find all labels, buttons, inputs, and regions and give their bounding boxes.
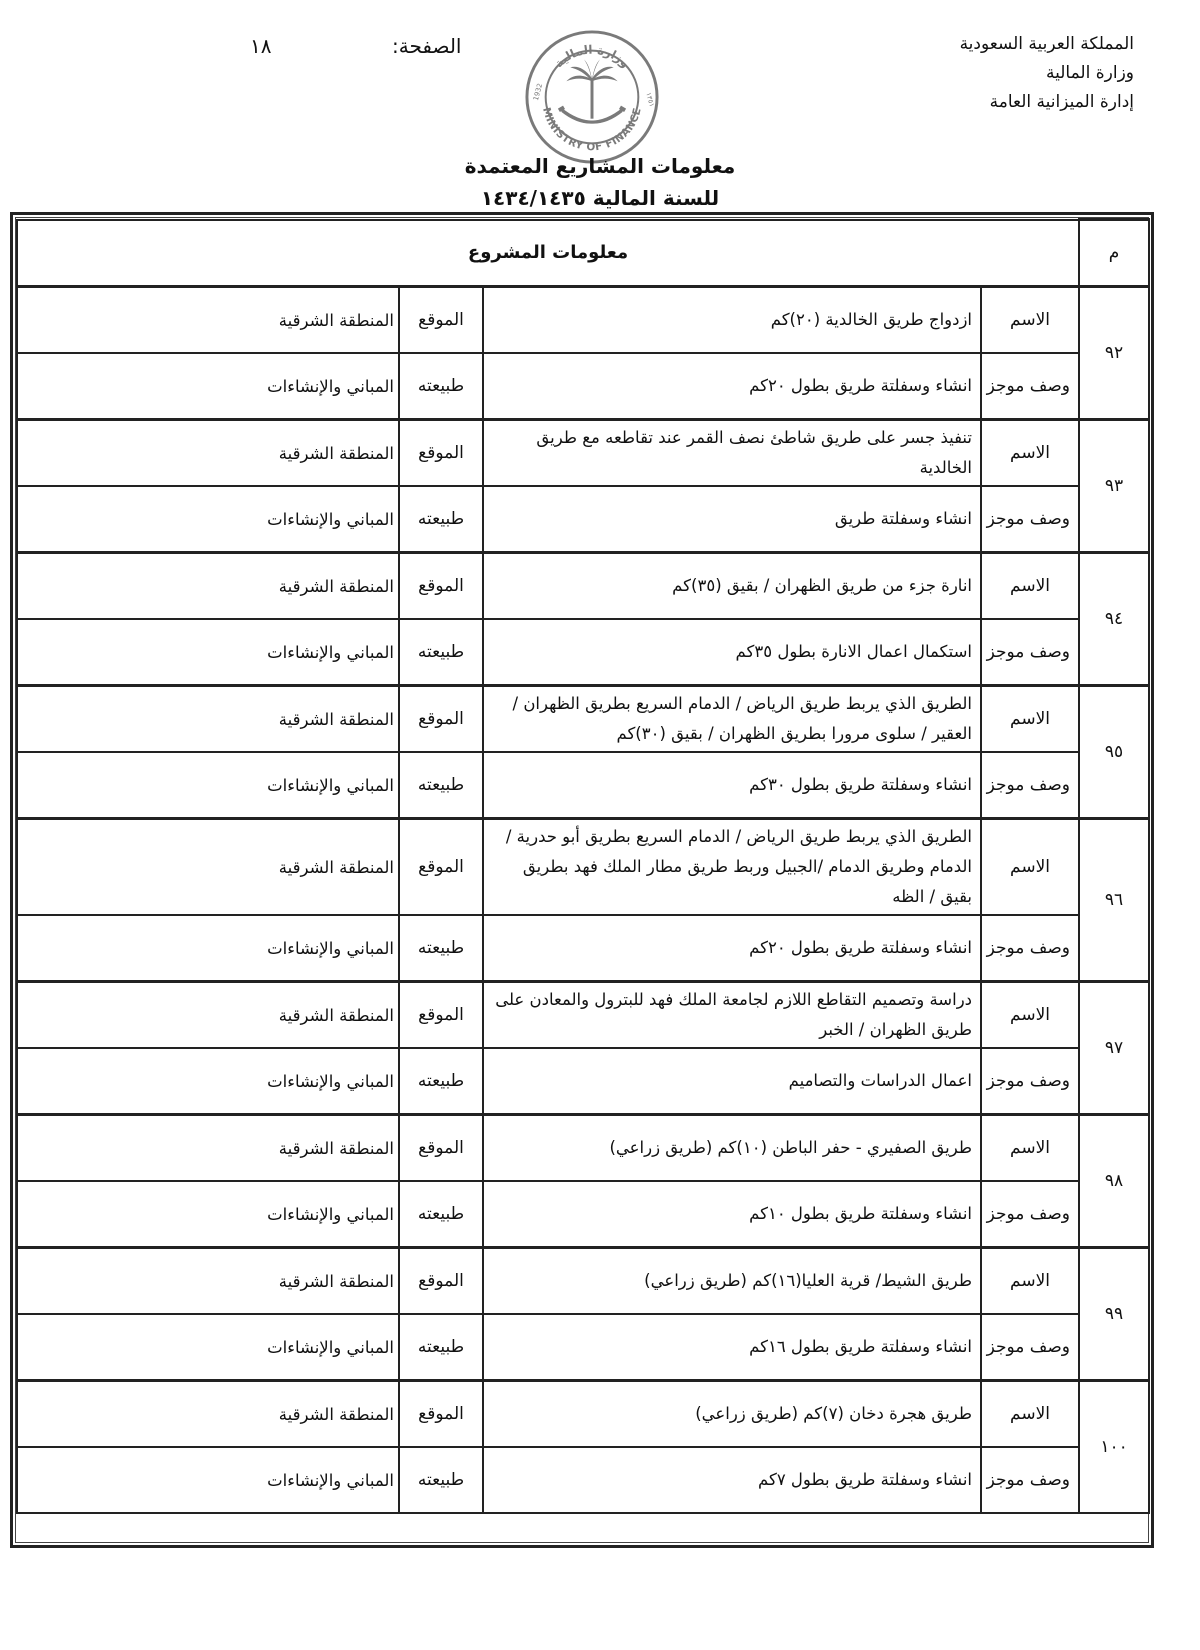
project-name: ازدواج طريق الخالدية (٢٠)كم [483,287,981,354]
nature-label: طبيعته [399,619,483,686]
project-row [17,1115,1149,1182]
project-nature: المباني والإنشاءات [17,1048,399,1115]
project-number: ٩٢ [1079,287,1149,420]
project-location: المنطقة الشرقية [17,686,399,753]
project-name: انارة جزء من طريق الظهران / بقيق (٣٥)كم [483,553,981,620]
project-row [17,420,1149,487]
ministry-seal-icon [523,28,661,166]
project-number: ١٠٠ [1079,1381,1149,1514]
project-number: ٩٤ [1079,553,1149,686]
nature-label: طبيعته [399,486,483,553]
project-description: انشاء وسفلتة طريق بطول ٣٠كم [483,752,981,819]
project-nature: المباني والإنشاءات [17,1447,399,1513]
location-label: الموقع [399,420,483,487]
nature-label: طبيعته [399,1314,483,1381]
project-row [17,553,1149,620]
description-label: وصف موجز [981,915,1079,982]
location-label: الموقع [399,1248,483,1315]
project-number: ٩٣ [1079,420,1149,553]
project-description: انشاء وسفلتة طريق بطول ١٠كم [483,1181,981,1248]
name-label: الاسم [981,420,1079,487]
projects-table [16,218,1150,1514]
project-detail-row [17,619,1149,686]
project-nature: المباني والإنشاءات [17,915,399,982]
project-location: المنطقة الشرقية [17,287,399,354]
project-nature: المباني والإنشاءات [17,1314,399,1381]
column-header-number: م [1079,220,1149,287]
name-label: الاسم [981,287,1079,354]
project-nature: المباني والإنشاءات [17,1181,399,1248]
project-name: طريق الصفيري - حفر الباطن (١٠)كم (طريق زراعي) [483,1115,981,1182]
description-label: وصف موجز [981,1048,1079,1115]
project-number: ٩٧ [1079,982,1149,1115]
location-label: الموقع [399,553,483,620]
issuer-country: المملكة العربية السعودية [959,34,1134,54]
project-name: طريق الشيط/ قرية العليا(١٦)كم (طريق زراعي) [483,1248,981,1315]
project-detail-row [17,486,1149,553]
project-nature: المباني والإنشاءات [17,486,399,553]
project-description: استكمال اعمال الانارة بطول ٣٥كم [483,619,981,686]
project-row [17,819,1149,916]
seal-year-left: 1932 [531,82,545,102]
page-number: ١٨ [250,34,272,58]
project-location: المنطقة الشرقية [17,553,399,620]
document-title: معلومات المشاريع المعتمدة [464,154,736,178]
issuer-department: إدارة الميزانية العامة [989,92,1134,112]
column-header-project-info: معلومات المشروع [17,220,1079,287]
project-name: الطريق الذي يربط طريق الرياض / الدمام السريع بطريق الظهران / العقير / سلوى مرورا بطريق الظهران / بقيق (٣٠)كم [483,686,981,753]
project-location: المنطقة الشرقية [17,1381,399,1448]
svg-text:وزارة المالية [552,43,632,71]
palm-and-swords-emblem-icon [558,60,626,123]
nature-label: طبيعته [399,915,483,982]
project-detail-row [17,752,1149,819]
project-row [17,686,1149,753]
project-detail-row [17,1447,1149,1513]
project-number: ٩٨ [1079,1115,1149,1248]
project-nature: المباني والإنشاءات [17,752,399,819]
project-detail-row [17,353,1149,420]
project-description: انشاء وسفلتة طريق [483,486,981,553]
location-label: الموقع [399,982,483,1049]
project-detail-row [17,1181,1149,1248]
nature-label: طبيعته [399,752,483,819]
project-location: المنطقة الشرقية [17,1115,399,1182]
project-detail-row [17,915,1149,982]
description-label: وصف موجز [981,619,1079,686]
nature-label: طبيعته [399,1048,483,1115]
location-label: الموقع [399,819,483,916]
seal-english-text: MINISTRY OF FINANCE [540,106,644,154]
project-location: المنطقة الشرقية [17,1248,399,1315]
name-label: الاسم [981,819,1079,916]
project-name: تنفيذ جسر على طريق شاطئ نصف القمر عند تقاطعه مع طريق الخالدية [483,420,981,487]
name-label: الاسم [981,1115,1079,1182]
project-name: الطريق الذي يربط طريق الرياض / الدمام السريع بطريق أبو حدرية / الدمام وطريق الدمام /الجبيل وربط طريق مطار الملك فهد بطريق بقيق / الظه [483,819,981,916]
project-description: انشاء وسفلتة طريق بطول ٢٠كم [483,353,981,420]
name-label: الاسم [981,1381,1079,1448]
location-label: الموقع [399,686,483,753]
project-name: دراسة وتصميم التقاطع اللازم لجامعة الملك فهد للبترول والمعادن على طريق الظهران / الخبر [483,982,981,1049]
project-location: المنطقة الشرقية [17,420,399,487]
project-name: طريق هجرة دخان (٧)كم (طريق زراعي) [483,1381,981,1448]
project-location: المنطقة الشرقية [17,982,399,1049]
document-subtitle: للسنة المالية ١٤٣٤/١٤٣٥ [480,186,720,210]
description-label: وصف موجز [981,486,1079,553]
description-label: وصف موجز [981,1314,1079,1381]
location-label: الموقع [399,287,483,354]
project-detail-row [17,1048,1149,1115]
project-description: انشاء وسفلتة طريق بطول ١٦كم [483,1314,981,1381]
project-number: ٩٥ [1079,686,1149,819]
issuer-block [834,30,1134,117]
project-row [17,287,1149,354]
name-label: الاسم [981,982,1079,1049]
description-label: وصف موجز [981,1181,1079,1248]
issuer-ministry: وزارة المالية [1046,63,1134,83]
description-label: وصف موجز [981,752,1079,819]
project-location: المنطقة الشرقية [17,819,399,916]
seal-year-right: ١٣٥١ [644,91,656,108]
project-number: ٩٩ [1079,1248,1149,1381]
project-description: انشاء وسفلتة طريق بطول ٧كم [483,1447,981,1513]
project-row [17,1248,1149,1315]
name-label: الاسم [981,1248,1079,1315]
project-row [17,982,1149,1049]
project-nature: المباني والإنشاءات [17,353,399,420]
project-description: اعمال الدراسات والتصاميم [483,1048,981,1115]
project-description: انشاء وسفلتة طريق بطول ٢٠كم [483,915,981,982]
description-label: وصف موجز [981,353,1079,420]
project-number: ٩٦ [1079,819,1149,982]
page-label: الصفحة: [392,34,462,58]
project-nature: المباني والإنشاءات [17,619,399,686]
project-detail-row [17,1314,1149,1381]
nature-label: طبيعته [399,1181,483,1248]
location-label: الموقع [399,1115,483,1182]
seal-arabic-text: وزارة المالية [551,42,633,71]
description-label: وصف موجز [981,1447,1079,1513]
project-row [17,1381,1149,1448]
nature-label: طبيعته [399,1447,483,1513]
location-label: الموقع [399,1381,483,1448]
nature-label: طبيعته [399,353,483,420]
name-label: الاسم [981,553,1079,620]
table-header-row [17,220,1149,287]
name-label: الاسم [981,686,1079,753]
